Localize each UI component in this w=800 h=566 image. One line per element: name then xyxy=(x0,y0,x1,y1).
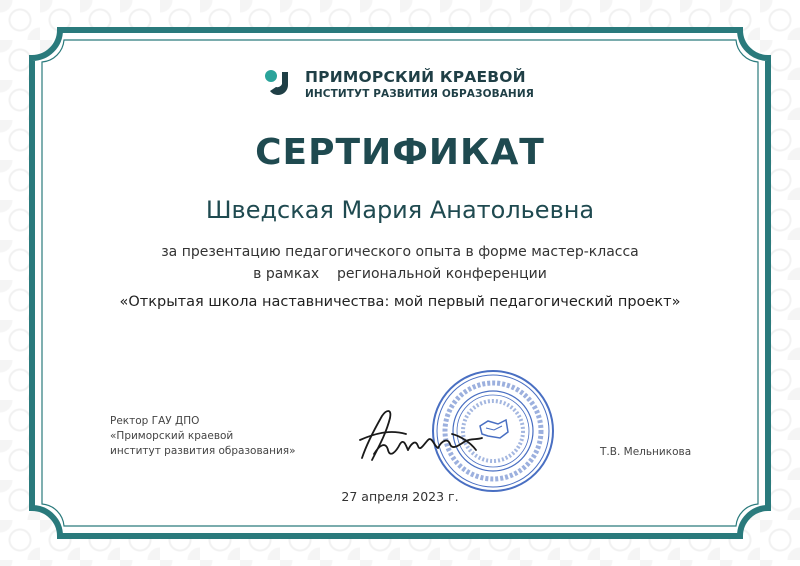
rector-line-1: Ректор ГАУ ДПО xyxy=(110,415,200,427)
rector-signature-icon xyxy=(352,396,492,476)
logo-title: ПРИМОРСКИЙ КРАЕВОЙ xyxy=(305,68,526,86)
description-line-2: в рамках региональной конференции xyxy=(253,266,547,282)
rector-line-2: «Приморский краевой xyxy=(110,430,234,442)
description-line-1: за презентацию педагогического опыта в форме мастер-класса xyxy=(161,244,639,260)
institute-logo xyxy=(262,68,542,104)
signer-name: Т.В. Мельникова xyxy=(600,446,692,458)
issue-date: 27 апреля 2023 г. xyxy=(341,489,459,504)
certificate-title: СЕРТИФИКАТ xyxy=(255,132,545,173)
logo-mark-icon xyxy=(262,68,298,104)
logo-subtitle: ИНСТИТУТ РАЗВИТИЯ ОБРАЗОВАНИЯ xyxy=(305,88,534,100)
rector-line-3: институт развития образования» xyxy=(110,445,296,457)
recipient-name: Шведская Мария Анатольевна xyxy=(205,196,595,224)
conference-title: «Открытая школа наставничества: мой первый педагогический проект» xyxy=(119,294,681,310)
rector-title-block xyxy=(110,414,296,459)
